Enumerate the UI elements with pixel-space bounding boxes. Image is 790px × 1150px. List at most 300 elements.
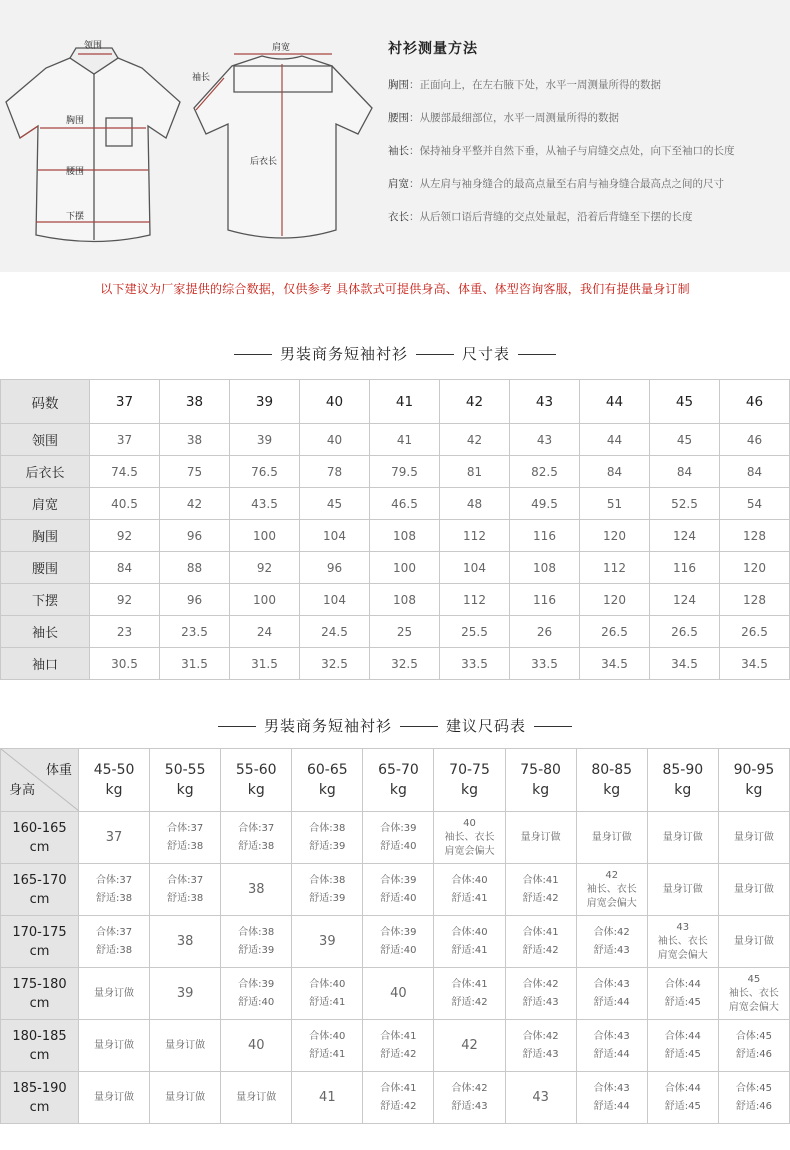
size-cell: 43.5 xyxy=(230,488,300,520)
size-cell: 112 xyxy=(440,584,510,616)
recommend-cell xyxy=(363,916,434,968)
recommend-cell xyxy=(718,968,789,1020)
recommend-cell-line: 舒适:40 xyxy=(380,892,417,904)
size-cell: 45 xyxy=(300,488,370,520)
weight-unit: kg xyxy=(745,782,763,798)
size-cell: 46 xyxy=(720,424,790,456)
size-cell: 39 xyxy=(230,424,300,456)
size-cell: 84 xyxy=(580,456,650,488)
measurement-guide-panel xyxy=(0,0,790,272)
recommend-cell xyxy=(576,916,647,968)
size-header-label: 码数 xyxy=(1,380,90,424)
recommend-cell-line: 合体:39 xyxy=(380,874,417,886)
recommend-cell xyxy=(576,968,647,1020)
recommend-cell-line: 舒适:41 xyxy=(451,892,488,904)
size-row-label: 下摆 xyxy=(1,584,90,616)
size-cell: 104 xyxy=(440,552,510,584)
recommend-cell-line: 合体:45 xyxy=(735,1082,772,1094)
recommend-cell-line: 合体:42 xyxy=(522,978,559,990)
recommend-cell xyxy=(79,1072,150,1124)
recommend-cell-line: 量身订做 xyxy=(165,1039,206,1051)
size-row xyxy=(1,456,790,488)
waist-label: 腰围 xyxy=(66,167,85,177)
size-cell: 48 xyxy=(440,488,510,520)
size-cell: 46.5 xyxy=(370,488,440,520)
size-cell: 116 xyxy=(650,552,720,584)
size-header-cell: 37 xyxy=(90,380,160,424)
recommend-cell-line: 37 xyxy=(105,829,123,845)
recommend-cell-line: 合体:43 xyxy=(593,1082,630,1094)
size-cell: 100 xyxy=(370,552,440,584)
recommend-cell-line: 合体:42 xyxy=(451,1082,488,1094)
recommend-cell-line: 舒适:42 xyxy=(522,892,559,904)
size-header-cell: 42 xyxy=(440,380,510,424)
size-cell: 24 xyxy=(230,616,300,648)
recommend-cell-line: 合体:40 xyxy=(451,926,488,938)
recommend-cell-line: 舒适:39 xyxy=(238,944,275,956)
size-cell: 41 xyxy=(370,424,440,456)
recommend-cell-line: 合体:37 xyxy=(167,874,204,886)
size-row-label: 胸围 xyxy=(1,520,90,552)
weight-header-cell xyxy=(576,749,647,812)
chest-label: 胸围 xyxy=(66,116,85,126)
size-cell: 31.5 xyxy=(230,648,300,680)
size-cell: 75 xyxy=(160,456,230,488)
weight-unit: kg xyxy=(247,782,265,798)
recommend-cell-line: 量身订做 xyxy=(733,883,774,895)
height-label-cell xyxy=(1,916,79,968)
recommend-row xyxy=(1,1020,790,1072)
recommend-cell-line: 舒适:42 xyxy=(451,996,488,1008)
recommend-cell-line: 舒适:43 xyxy=(522,1048,559,1060)
recommend-cell-line: 袖长、衣长 xyxy=(444,831,495,843)
weight-range: 50-55 xyxy=(164,762,206,778)
recommend-cell-line: 合体:37 xyxy=(96,926,133,938)
weight-unit: kg xyxy=(532,782,550,798)
recommend-cell-line: 舒适:46 xyxy=(735,1048,772,1060)
size-cell: 40 xyxy=(300,424,370,456)
size-cell: 26.5 xyxy=(720,616,790,648)
recommend-cell-line: 舒适:43 xyxy=(522,996,559,1008)
recommend-row xyxy=(1,968,790,1020)
recommend-cell-line: 38 xyxy=(247,881,265,897)
recommend-cell-line: 量身订做 xyxy=(236,1091,277,1103)
recommend-cell xyxy=(434,864,505,916)
recommend-cell xyxy=(79,864,150,916)
corner-weight-label: 体重 xyxy=(45,763,72,778)
recommend-cell-line: 舒适:38 xyxy=(167,840,204,852)
recommend-cell-line: 舒适:45 xyxy=(664,1100,701,1112)
recommend-cell xyxy=(718,1072,789,1124)
recommend-cell-line: 43 xyxy=(532,1089,549,1105)
recommend-cell xyxy=(363,812,434,864)
weight-unit: kg xyxy=(389,782,407,798)
recommend-cell xyxy=(292,864,363,916)
weight-unit: kg xyxy=(318,782,336,798)
recommend-cell xyxy=(221,1072,292,1124)
size-cell: 96 xyxy=(300,552,370,584)
size-header-cell: 38 xyxy=(160,380,230,424)
recommend-cell-line: 舒适:44 xyxy=(593,1100,630,1112)
size-cell: 92 xyxy=(230,552,300,584)
shoulder-label: 肩宽 xyxy=(272,43,291,53)
recommend-table-title: 男装商务短袖衬衫 建议尺码表 xyxy=(0,715,790,736)
guide-line-waist: 腰围：从腰部最细部位，水平一周测量所得的数据 xyxy=(388,112,619,124)
back-length-label: 后衣长 xyxy=(250,157,278,167)
recommend-cell xyxy=(434,968,505,1020)
recommend-cell xyxy=(292,916,363,968)
recommend-cell-line: 40 xyxy=(390,985,407,1001)
size-row-label: 肩宽 xyxy=(1,488,90,520)
recommend-cell-line: 合体:40 xyxy=(309,978,346,990)
recommend-cell-line: 舒适:40 xyxy=(238,996,275,1008)
size-row-label: 袖长 xyxy=(1,616,90,648)
recommend-cell-line: 舒适:41 xyxy=(451,944,488,956)
recommend-cell xyxy=(363,1072,434,1124)
weight-header-cell xyxy=(363,749,434,812)
size-cell: 82.5 xyxy=(510,456,580,488)
size-cell: 116 xyxy=(510,584,580,616)
size-header-cell: 46 xyxy=(720,380,790,424)
recommend-cell xyxy=(292,968,363,1020)
weight-header-cell xyxy=(79,749,150,812)
size-cell: 33.5 xyxy=(440,648,510,680)
recommend-cell-line: 合体:44 xyxy=(664,1030,701,1042)
back-shirt-illustration xyxy=(194,56,372,238)
recommend-cell-line: 舒适:45 xyxy=(664,996,701,1008)
recommend-cell xyxy=(505,864,576,916)
size-header-cell: 40 xyxy=(300,380,370,424)
size-cell: 25.5 xyxy=(440,616,510,648)
recommend-cell xyxy=(221,1020,292,1072)
size-cell: 100 xyxy=(230,520,300,552)
size-cell: 96 xyxy=(160,584,230,616)
size-row-label: 腰围 xyxy=(1,552,90,584)
size-cell: 120 xyxy=(580,520,650,552)
recommend-cell-line: 舒适:45 xyxy=(664,1048,701,1060)
recommend-cell xyxy=(79,968,150,1020)
size-cell: 124 xyxy=(650,520,720,552)
recommend-header-row xyxy=(1,749,790,812)
size-cell: 33.5 xyxy=(510,648,580,680)
size-row xyxy=(1,648,790,680)
recommend-cell-line: 合体:42 xyxy=(522,1030,559,1042)
recommend-cell xyxy=(647,1020,718,1072)
recommend-cell-line: 舒适:42 xyxy=(380,1048,417,1060)
height-range: 185-190 xyxy=(12,1080,67,1096)
recommend-cell-line: 量身订做 xyxy=(733,935,774,947)
size-cell: 128 xyxy=(720,584,790,616)
size-cell: 84 xyxy=(90,552,160,584)
recommend-cell-line: 肩宽会偏大 xyxy=(444,845,495,857)
guide-title: 衬衫测量方法 xyxy=(388,41,478,57)
recommend-cell-line: 合体:40 xyxy=(451,874,488,886)
size-header-row xyxy=(1,380,790,424)
size-header-cell: 41 xyxy=(370,380,440,424)
recommend-cell xyxy=(505,968,576,1020)
size-cell: 116 xyxy=(510,520,580,552)
recommend-cell-line: 舒适:44 xyxy=(593,1048,630,1060)
size-cell: 26 xyxy=(510,616,580,648)
recommend-cell-line: 合体:38 xyxy=(238,926,275,938)
size-cell: 42 xyxy=(160,488,230,520)
size-cell: 23 xyxy=(90,616,160,648)
weight-header-cell xyxy=(718,749,789,812)
size-cell: 44 xyxy=(580,424,650,456)
size-cell: 81 xyxy=(440,456,510,488)
weight-range: 85-90 xyxy=(662,762,704,778)
recommend-cell-line: 42 xyxy=(605,869,619,881)
recommend-cell xyxy=(79,916,150,968)
recommend-cell xyxy=(647,968,718,1020)
weight-unit: kg xyxy=(603,782,621,798)
height-unit: cm xyxy=(29,839,50,855)
recommend-cell-line: 舒适:43 xyxy=(593,944,630,956)
recommend-cell-line: 舒适:41 xyxy=(309,996,346,1008)
front-shirt-illustration xyxy=(6,48,180,242)
shirt-measurement-diagram xyxy=(0,30,380,250)
weight-range: 45-50 xyxy=(93,762,135,778)
weight-header-cell xyxy=(150,749,221,812)
size-row xyxy=(1,488,790,520)
title-dash xyxy=(234,354,272,355)
recommend-cell-line: 量身订做 xyxy=(94,987,135,999)
recommend-cell-line: 舒适:40 xyxy=(380,840,417,852)
corner-cell xyxy=(1,749,79,812)
size-cell: 104 xyxy=(300,520,370,552)
recommend-cell xyxy=(576,812,647,864)
size-cell: 40.5 xyxy=(90,488,160,520)
size-cell: 26.5 xyxy=(650,616,720,648)
height-unit: cm xyxy=(29,891,50,907)
size-table-title: 男装商务短袖衬衫 尺寸表 xyxy=(0,343,790,364)
recommend-cell-line: 合体:42 xyxy=(593,926,630,938)
recommend-cell xyxy=(576,1020,647,1072)
size-cell: 32.5 xyxy=(300,648,370,680)
size-cell: 42 xyxy=(440,424,510,456)
weight-unit: kg xyxy=(176,782,194,798)
height-unit: cm xyxy=(29,1099,50,1115)
size-table xyxy=(0,379,790,680)
recommend-cell-line: 舒适:40 xyxy=(380,944,417,956)
size-cell: 112 xyxy=(440,520,510,552)
title-dash xyxy=(416,354,454,355)
recommend-cell-line: 舒适:38 xyxy=(96,944,133,956)
size-cell: 74.5 xyxy=(90,456,160,488)
recommend-cell xyxy=(647,864,718,916)
recommend-cell xyxy=(434,1072,505,1124)
size-row-label: 后衣长 xyxy=(1,456,90,488)
recommend-cell-line: 39 xyxy=(319,933,336,949)
recommend-cell-line: 舒适:44 xyxy=(593,996,630,1008)
size-cell: 37 xyxy=(90,424,160,456)
recommend-cell-line: 40 xyxy=(463,817,476,829)
title-dash xyxy=(400,726,438,727)
guide-line-length: 衣长：从后领口语后背缝的交点处量起，沿着后背缝至下摆的长度 xyxy=(388,211,693,223)
weight-range: 70-75 xyxy=(449,762,490,778)
size-cell: 92 xyxy=(90,584,160,616)
recommend-row xyxy=(1,916,790,968)
recommend-cell-line: 舒适:39 xyxy=(309,892,346,904)
height-unit: cm xyxy=(29,995,50,1011)
recommend-cell xyxy=(505,1072,576,1124)
size-cell: 84 xyxy=(650,456,720,488)
weight-range: 80-85 xyxy=(591,762,633,778)
recommend-cell xyxy=(576,1072,647,1124)
size-cell: 108 xyxy=(510,552,580,584)
recommend-cell xyxy=(363,1020,434,1072)
recommend-row xyxy=(1,1072,790,1124)
recommend-row xyxy=(1,812,790,864)
weight-range: 90-95 xyxy=(733,762,775,778)
recommend-cell xyxy=(150,968,221,1020)
recommend-cell xyxy=(292,812,363,864)
recommend-cell-line: 45 xyxy=(747,973,761,985)
size-header-cell: 44 xyxy=(580,380,650,424)
recommend-cell xyxy=(150,916,221,968)
recommend-cell-line: 合体:41 xyxy=(451,978,488,990)
size-cell: 54 xyxy=(720,488,790,520)
size-cell: 49.5 xyxy=(510,488,580,520)
size-cell: 38 xyxy=(160,424,230,456)
recommend-cell-line: 量身订做 xyxy=(733,831,774,843)
recommend-cell xyxy=(718,864,789,916)
height-label-cell xyxy=(1,968,79,1020)
hem-label: 下摆 xyxy=(66,212,85,222)
weight-unit: kg xyxy=(461,782,479,798)
recommend-cell-line: 38 xyxy=(176,933,194,949)
recommend-cell xyxy=(647,1072,718,1124)
size-cell: 108 xyxy=(370,584,440,616)
recommend-cell-line: 合体:37 xyxy=(96,874,133,886)
recommend-cell-line: 40 xyxy=(247,1037,265,1053)
corner-height-label: 身高 xyxy=(9,783,36,798)
recommend-cell-line: 肩宽会偏大 xyxy=(657,949,708,961)
weight-header-cell xyxy=(647,749,718,812)
size-cell: 34.5 xyxy=(720,648,790,680)
recommend-cell xyxy=(150,1072,221,1124)
size-cell: 104 xyxy=(300,584,370,616)
recommend-cell xyxy=(505,916,576,968)
recommend-cell-line: 舒适:41 xyxy=(309,1048,346,1060)
recommend-cell xyxy=(718,1020,789,1072)
recommend-cell xyxy=(150,812,221,864)
recommend-cell-line: 量身订做 xyxy=(662,883,703,895)
recommend-cell-line: 合体:44 xyxy=(664,1082,701,1094)
recommend-cell-line: 肩宽会偏大 xyxy=(728,1001,779,1013)
size-row-label: 袖口 xyxy=(1,648,90,680)
weight-range: 55-60 xyxy=(235,762,277,778)
size-row xyxy=(1,552,790,584)
guide-line-shoulder: 肩宽：从左肩与袖身缝合的最高点量至右肩与袖身缝合最高点之间的尺寸 xyxy=(388,178,724,190)
recommend-cell-line: 舒适:39 xyxy=(309,840,346,852)
size-cell: 45 xyxy=(650,424,720,456)
size-header-cell: 43 xyxy=(510,380,580,424)
recommend-cell xyxy=(79,1020,150,1072)
recommend-cell xyxy=(292,1072,363,1124)
size-header-cell: 45 xyxy=(650,380,720,424)
height-unit: cm xyxy=(29,943,50,959)
size-cell: 32.5 xyxy=(370,648,440,680)
size-row xyxy=(1,584,790,616)
size-cell: 34.5 xyxy=(580,648,650,680)
recommend-cell-line: 合体:38 xyxy=(309,822,346,834)
recommend-cell xyxy=(150,1020,221,1072)
size-cell: 76.5 xyxy=(230,456,300,488)
size-row xyxy=(1,616,790,648)
recommend-cell-line: 合体:39 xyxy=(380,822,417,834)
size-cell: 31.5 xyxy=(160,648,230,680)
height-range: 160-165 xyxy=(12,820,67,836)
height-range: 180-185 xyxy=(12,1028,67,1044)
recommend-cell-line: 43 xyxy=(676,921,690,933)
recommend-cell-line: 肩宽会偏大 xyxy=(586,897,637,909)
recommend-cell-line: 量身订做 xyxy=(520,831,561,843)
recommend-cell xyxy=(150,864,221,916)
recommend-cell xyxy=(363,864,434,916)
weight-header-cell xyxy=(505,749,576,812)
weight-range: 75-80 xyxy=(520,762,561,778)
height-label-cell xyxy=(1,812,79,864)
recommend-cell xyxy=(576,864,647,916)
recommend-cell-line: 量身订做 xyxy=(94,1039,135,1051)
recommend-cell-line: 舒适:42 xyxy=(380,1100,417,1112)
weight-header-cell xyxy=(292,749,363,812)
size-cell: 52.5 xyxy=(650,488,720,520)
size-cell: 124 xyxy=(650,584,720,616)
weight-unit: kg xyxy=(674,782,692,798)
recommend-cell-line: 42 xyxy=(461,1037,478,1053)
title-dash xyxy=(518,354,556,355)
recommend-cell xyxy=(434,916,505,968)
recommend-cell xyxy=(718,916,789,968)
size-cell: 108 xyxy=(370,520,440,552)
size-cell: 88 xyxy=(160,552,230,584)
height-unit: cm xyxy=(29,1047,50,1063)
height-range: 175-180 xyxy=(12,976,67,992)
recommend-cell xyxy=(434,812,505,864)
weight-header-cell xyxy=(434,749,505,812)
guide-lines xyxy=(388,77,788,242)
weight-range: 60-65 xyxy=(306,762,348,778)
recommend-cell-line: 合体:43 xyxy=(593,978,630,990)
recommend-cell xyxy=(221,916,292,968)
recommend-cell-line: 合体:41 xyxy=(522,926,559,938)
recommend-size-table xyxy=(0,748,790,1124)
recommend-cell xyxy=(221,812,292,864)
recommend-cell-line: 舒适:43 xyxy=(451,1100,488,1112)
height-label-cell xyxy=(1,864,79,916)
size-cell: 43 xyxy=(510,424,580,456)
size-row xyxy=(1,424,790,456)
recommend-cell xyxy=(718,812,789,864)
recommend-cell-line: 舒适:38 xyxy=(96,892,133,904)
collar-label: 领围 xyxy=(84,41,103,51)
weight-unit: kg xyxy=(105,782,123,798)
size-cell: 78 xyxy=(300,456,370,488)
height-label-cell xyxy=(1,1072,79,1124)
title-dash xyxy=(218,726,256,727)
recommend-cell-line: 合体:38 xyxy=(309,874,346,886)
size-cell: 92 xyxy=(90,520,160,552)
size-cell: 120 xyxy=(720,552,790,584)
recommend-cell-line: 合体:37 xyxy=(167,822,204,834)
size-row-label: 领围 xyxy=(1,424,90,456)
recommend-cell-line: 合体:41 xyxy=(522,874,559,886)
recommend-cell-line: 合体:40 xyxy=(309,1030,346,1042)
size-cell: 100 xyxy=(230,584,300,616)
recommend-cell xyxy=(505,1020,576,1072)
